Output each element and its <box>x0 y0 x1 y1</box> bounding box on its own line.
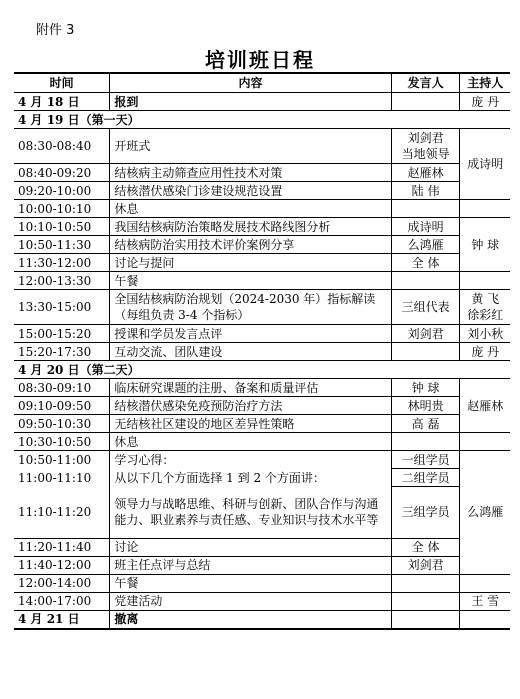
time-cell: 08:40-09:20 <box>14 164 110 182</box>
speaker-cell: 刘剑君 <box>391 556 460 574</box>
table-row <box>14 487 510 539</box>
time-cell: 09:50-10:30 <box>14 415 110 433</box>
day-label: 4 月 20 日（第二天） <box>14 361 510 379</box>
table-row <box>14 164 510 182</box>
speaker-cell: 陆 伟 <box>391 182 460 200</box>
time-cell: 08:30-08:40 <box>14 129 110 164</box>
day-row <box>14 361 510 379</box>
time-cell: 08:30-09:10 <box>14 379 110 397</box>
time-cell: 4 月 18 日 <box>14 93 110 111</box>
speaker-name: 刘剑君 <box>407 131 444 145</box>
table-row <box>14 272 510 290</box>
content-cell: 领导力与战略思维、科研与创新、团队合作与沟通能力、职业素养与责任感、专业知识与技术水平等 <box>110 487 391 539</box>
host-cell: 赵雁林 <box>460 379 510 433</box>
time-cell: 13:30-15:00 <box>14 290 110 325</box>
time-cell: 11:10-11:20 <box>18 505 92 519</box>
host-cell <box>460 290 510 325</box>
host-name: 黄 飞 <box>471 292 500 306</box>
content-cell: 午餐 <box>110 272 391 290</box>
host-cell <box>460 200 510 218</box>
host-cell: 刘小秋 <box>460 325 510 343</box>
content-cell: 开班式 <box>110 129 391 164</box>
schedule-table <box>14 72 510 630</box>
table-row <box>14 290 510 325</box>
table-row <box>14 129 510 164</box>
table-row <box>14 200 510 218</box>
time-cell: 4 月 21 日 <box>14 610 110 629</box>
table-row <box>14 469 510 487</box>
content-cell: 报到 <box>110 93 391 111</box>
speaker-cell: 刘剑君 <box>391 325 460 343</box>
speaker-cell <box>391 272 460 290</box>
table-row <box>14 93 510 111</box>
speaker-cell: 三组代表 <box>391 290 460 325</box>
content-cell: 互动交流、团队建设 <box>110 343 391 361</box>
table-row <box>14 254 510 272</box>
day-row <box>14 111 510 129</box>
time-cell: 10:00-10:10 <box>14 200 110 218</box>
host-cell: 么鸿雁 <box>460 451 510 575</box>
table-row <box>14 433 510 451</box>
speaker-cell: 成诗明 <box>391 218 460 236</box>
host-cell <box>460 574 510 592</box>
header-time: 时间 <box>14 73 110 93</box>
speaker-cell: 三组学员 <box>391 487 460 539</box>
content-cell: 临床研究课题的注册、备案和质量评估 <box>110 379 391 397</box>
host-cell: 庞 丹 <box>460 343 510 361</box>
content-cell: 学习心得： <box>110 451 391 469</box>
table-row <box>14 379 510 397</box>
time-cell: 11:20-11:40 <box>14 538 110 556</box>
speaker-cell: 全 体 <box>391 254 460 272</box>
table-row <box>14 556 510 574</box>
speaker-cell: 二组学员 <box>391 469 460 487</box>
host-cell <box>460 433 510 451</box>
time-cell: 11:00-11:10 <box>18 470 92 485</box>
speaker-cell <box>391 200 460 218</box>
table-row <box>14 451 510 469</box>
host-cell <box>460 272 510 290</box>
table-header-row <box>14 73 510 93</box>
table-row <box>14 218 510 236</box>
header-speaker: 发言人 <box>391 73 460 93</box>
speaker-cell: 全 体 <box>391 538 460 556</box>
content-cell: 无结核社区建设的地区差异性策略 <box>110 415 391 433</box>
host-cell: 钟 球 <box>460 218 510 272</box>
time-cell: 10:30-10:50 <box>14 433 110 451</box>
content-cell: 结核病主动筛查应用性技术对策 <box>110 164 391 182</box>
table-row <box>14 415 510 433</box>
time-cell: 09:10-09:50 <box>14 397 110 415</box>
content-cell: 授课和学员发言点评 <box>110 325 391 343</box>
header-host: 主持人 <box>460 73 510 93</box>
speaker-cell: 么鸿雁 <box>391 236 460 254</box>
content-cell: 休息 <box>110 433 391 451</box>
attachment-label: 附件 3 <box>36 23 75 38</box>
time-cell: 15:20-17:30 <box>14 343 110 361</box>
table-row <box>14 182 510 200</box>
time-cell: 14:00-17:00 <box>14 592 110 610</box>
time-cell: 10:50-11:30 <box>14 236 110 254</box>
time-cell: 11:40-12:00 <box>14 556 110 574</box>
content-cell: 党建活动 <box>110 592 391 610</box>
content-cell: 结核病防治实用技术评价案例分享 <box>110 236 391 254</box>
table-row <box>14 574 510 592</box>
table-row <box>14 236 510 254</box>
speaker-cell <box>391 592 460 610</box>
speaker-cell <box>391 574 460 592</box>
host-name: 徐彩红 <box>467 308 504 322</box>
content-cell: 午餐 <box>110 574 391 592</box>
speaker-cell: 赵雁林 <box>391 164 460 182</box>
time-cell: 15:00-15:20 <box>14 325 110 343</box>
content-cell: 我国结核病防治策略发展技术路线图分析 <box>110 218 391 236</box>
content-cell: 撤离 <box>110 610 391 629</box>
table-row <box>14 343 510 361</box>
table-row <box>14 325 510 343</box>
speaker-cell <box>391 93 460 111</box>
day-label: 4 月 19 日（第一天） <box>14 111 510 129</box>
content-cell: 讨论与提问 <box>110 254 391 272</box>
content-cell: 讨论 <box>110 538 391 556</box>
speaker-cell <box>391 433 460 451</box>
speaker-cell: 高 磊 <box>391 415 460 433</box>
speaker-cell: 钟 球 <box>391 379 460 397</box>
speaker-name: 当地领导 <box>401 147 450 161</box>
speaker-cell <box>391 129 460 164</box>
time-cell: 10:10-10:50 <box>14 218 110 236</box>
host-cell: 王 雪 <box>460 592 510 610</box>
content-cell: 休息 <box>110 200 391 218</box>
content-cell: 班主任点评与总结 <box>110 556 391 574</box>
speaker-cell <box>391 610 460 629</box>
content-cell: 结核潜伏感染免疫预防治疗方法 <box>110 397 391 415</box>
host-cell <box>460 610 510 629</box>
page-title: 培训班日程 <box>205 48 315 72</box>
header-content: 内容 <box>110 73 391 93</box>
speaker-cell: 一组学员 <box>391 451 460 469</box>
time-cell: 09:20-10:00 <box>14 182 110 200</box>
table-row <box>14 397 510 415</box>
content-cell: 结核潜伏感染门诊建设规范设置 <box>110 182 391 200</box>
time-cell: 12:00-14:00 <box>14 574 110 592</box>
content-cell: 从以下几个方面选择 1 到 2 个方面讲： <box>110 469 391 487</box>
time-cell: 12:00-13:30 <box>14 272 110 290</box>
host-cell: 庞 丹 <box>460 93 510 111</box>
content-cell: 全国结核病防治规划（2024-2030 年）指标解读（每组负责 3-4 个指标） <box>110 290 391 325</box>
time-cell: 10:50-11:00 <box>14 451 110 469</box>
speaker-cell <box>391 343 460 361</box>
time-cell: 11:30-12:00 <box>14 254 110 272</box>
table-row <box>14 538 510 556</box>
table-row <box>14 592 510 610</box>
speaker-cell: 林明贵 <box>391 397 460 415</box>
table-row <box>14 610 510 629</box>
host-cell: 成诗明 <box>460 129 510 200</box>
